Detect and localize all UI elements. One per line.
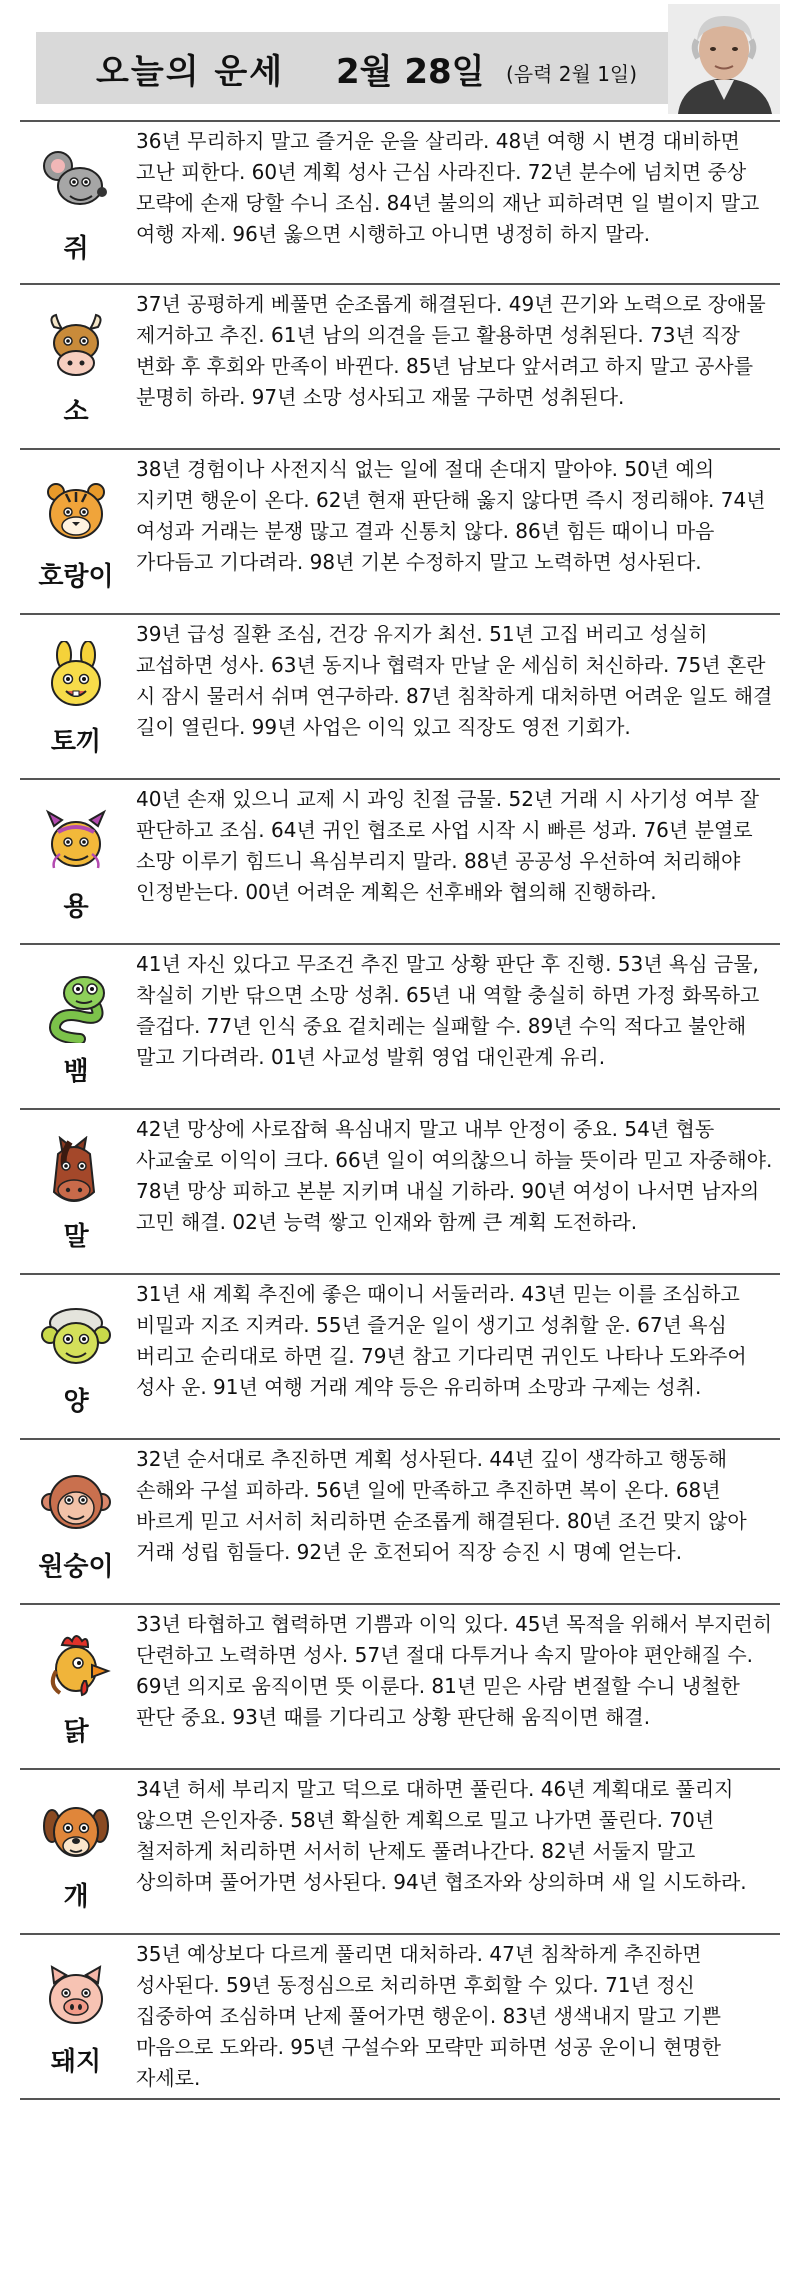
lunar-date: (음력 2월 1일) bbox=[506, 62, 638, 86]
animal-name: 원숭이 bbox=[38, 1552, 114, 1582]
snake-icon bbox=[40, 971, 112, 1043]
rooster-icon bbox=[40, 1631, 112, 1703]
animal-name: 토끼 bbox=[50, 727, 102, 757]
animal-cell bbox=[20, 450, 132, 613]
fortune-text: 39년 급성 질환 조심, 건강 유지가 최선. 51년 고집 버리고 성실히 교섭하면 성사. 63년 동지나 협력자 만날 운 세심히 처신하라. 75년 혼란 시 잠시 물러서 쉬며 연구하라. 87년 침착하게 대처하면 어려운 일도 해결 길이 열린다. 99년 사업은 이익 있고 직장도 영전 기회가. bbox=[136, 622, 773, 739]
animal-cell bbox=[20, 1605, 132, 1768]
dragon-icon bbox=[40, 806, 112, 878]
animal-name: 호랑이 bbox=[38, 562, 114, 592]
animal-cell bbox=[20, 1440, 132, 1603]
zodiac-row-ox bbox=[20, 285, 780, 450]
fortune-text: 40년 손재 있으니 교제 시 과잉 친절 금물. 52년 거래 시 사기성 여부 잘 판단하고 조심. 64년 귀인 협조로 사업 시작 시 빠른 성과. 76년 분열로 소망 이루기 힘드니 욕심부리지 말라. 88년 공공성 우선하여 처리해야 인정받는다. 00년 어려운 계획은 선후배와 협의해 진행하라. bbox=[136, 787, 759, 904]
pig-icon bbox=[40, 1961, 112, 2033]
animal-cell bbox=[20, 615, 132, 778]
monkey-icon bbox=[40, 1466, 112, 1538]
animal-cell bbox=[20, 1770, 132, 1933]
animal-cell bbox=[20, 1110, 132, 1273]
animal-cell bbox=[20, 945, 132, 1108]
animal-cell bbox=[20, 122, 132, 283]
fortune-text: 33년 타협하고 협력하면 기쁨과 이익 있다. 45년 목적을 위해서 부지런히 단련하고 노력하면 성사. 57년 절대 다투거나 속지 말아야 편안해질 수. 69년 의지로 움직이면 뜻 이룬다. 81년 믿은 사람 변절할 수니 냉철한 판단 중요. 93년 때를 기다리고 상황 판단해 움직이면 해결. bbox=[136, 1612, 773, 1729]
dog-icon bbox=[40, 1796, 112, 1868]
animal-name: 양 bbox=[63, 1387, 89, 1417]
animal-name: 소 bbox=[63, 397, 89, 427]
fortune-text: 34년 허세 부리지 말고 덕으로 대하면 풀린다. 46년 계획대로 풀리지 않으면 은인자중. 58년 확실한 계획으로 밀고 나가면 풀린다. 70년 철저하게 처리하면 서서히 난제도 풀려나간다. 82년 서둘지 말고 상의하며 풀어가면 성사된다. 94년 협조자와 상의하며 새 일 시도하라. bbox=[136, 1777, 747, 1894]
tiger-icon bbox=[40, 476, 112, 548]
animal-name: 말 bbox=[63, 1222, 89, 1252]
fortune-text: 37년 공평하게 베풀면 순조롭게 해결된다. 49년 끈기와 노력으로 장애물 제거하고 추진. 61년 남의 의견을 듣고 활용하면 성취된다. 73년 직장 변화 후 후회와 만족이 바뀐다. 85년 남보다 앞서려고 하지 말고 공사를 분명히 하라. 97년 소망 성사되고 재물 구하면 성취된다. bbox=[136, 292, 766, 409]
animal-name: 용 bbox=[63, 892, 89, 922]
ox-icon bbox=[40, 311, 112, 383]
fortune-text: 38년 경험이나 사전지식 없는 일에 절대 손대지 말아야. 50년 예의 지키면 행운이 온다. 62년 현재 판단해 옳지 않다면 즉시 정리해야. 74년 여성과 거래는 분쟁 많고 결과 신통치 않다. 86년 힘든 때이니 마음 가다듬고 기다려라. 98년 기본 수정하지 말고 노력하면 성사된다. bbox=[136, 457, 766, 574]
sheep-icon bbox=[40, 1301, 112, 1373]
zodiac-row-horse bbox=[20, 1110, 780, 1275]
zodiac-row-snake bbox=[20, 945, 780, 1110]
animal-name: 뱀 bbox=[63, 1057, 89, 1087]
animal-cell bbox=[20, 780, 132, 943]
fortune-text: 36년 무리하지 말고 즐거운 운을 살리라. 48년 여행 시 변경 대비하면 고난 피한다. 60년 계획 성사 근심 사라진다. 72년 분수에 넘치면 중상 모략에 손재 당할 수니 조심. 84년 불의의 재난 피하려면 일 벌이지 말고 여행 자제. 96년 옳으면 시행하고 아니면 냉정히 하지 말라. bbox=[136, 129, 760, 246]
fortune-text: 31년 새 계획 추진에 좋은 때이니 서둘러라. 43년 믿는 이를 조심하고 비밀과 지조 지켜라. 55년 즐거운 일이 생기고 성취할 운. 67년 욕심 버리고 순리대로 하면 길. 79년 참고 기다리면 귀인도 나타나 도와주어 성사 운. 91년 여행 거래 계약 등은 유리하며 소망과 구제는 성취. bbox=[136, 1282, 747, 1399]
animal-name: 닭 bbox=[63, 1717, 89, 1747]
solar-date: 2월 28일 bbox=[336, 52, 485, 92]
animal-cell bbox=[20, 285, 132, 448]
zodiac-row-pig bbox=[20, 1935, 780, 2100]
zodiac-row-rabbit bbox=[20, 615, 780, 780]
rat-icon bbox=[40, 148, 112, 220]
author-portrait-icon bbox=[668, 4, 780, 114]
fortune-text: 32년 순서대로 추진하면 계획 성사된다. 44년 깊이 생각하고 행동해 손해와 구설 피하라. 56년 일에 만족하고 추진하면 복이 온다. 68년 바르게 믿고 서서히 처리하면 순조롭게 해결된다. 80년 조건 맞지 않아 거래 성립 힘들다. 92년 운 호전되어 직장 승진 시 명예 얻는다. bbox=[136, 1447, 747, 1564]
header-banner bbox=[36, 32, 686, 104]
animal-cell bbox=[20, 1275, 132, 1438]
fortune-text: 41년 자신 있다고 무조건 추진 말고 상황 판단 후 진행. 53년 욕심 금물, 착실히 기반 닦으면 소망 성취. 65년 내 역할 충실히 하면 가정 화목하고 즐겁다. 77년 인식 중요 겉치레는 실패할 수. 89년 수익 적다고 불안해 말고 기다려라. 01년 사교성 발휘 영업 대인관계 유리. bbox=[136, 952, 760, 1069]
zodiac-row-tiger bbox=[20, 450, 780, 615]
fortune-text: 42년 망상에 사로잡혀 욕심내지 말고 내부 안정이 중요. 54년 협동 사교술로 이익이 크다. 66년 일이 여의찮으니 하늘 뜻이라 믿고 자중해야. 78년 망상 피하고 본분 지키며 내실 기하라. 90년 여성이 나서면 남자의 고민 해결. 02년 능력 쌓고 인재와 함께 큰 계획 도전하라. bbox=[136, 1117, 773, 1234]
page-title: 오늘의 운세 bbox=[96, 52, 285, 92]
animal-name: 쥐 bbox=[63, 234, 89, 264]
animal-name: 돼지 bbox=[50, 2047, 102, 2077]
fortune-text: 35년 예상보다 다르게 풀리면 대처하라. 47년 침착하게 추진하면 성사된다. 59년 동정심으로 처리하면 후회할 수 있다. 71년 정신 집중하여 조심하며 난제 풀어가면 행운이. 83년 생색내지 말고 기쁜 마음으로 도와라. 95년 구설수와 모략만 피하면 성공 운이니 현명한 자세로. bbox=[136, 1942, 721, 2090]
zodiac-row-dog bbox=[20, 1770, 780, 1935]
animal-cell bbox=[20, 1935, 132, 2098]
animal-name: 개 bbox=[63, 1882, 89, 1912]
horse-icon bbox=[40, 1136, 112, 1208]
zodiac-row-rat bbox=[20, 120, 780, 285]
rabbit-icon bbox=[40, 641, 112, 713]
zodiac-row-rooster bbox=[20, 1605, 780, 1770]
zodiac-row-dragon bbox=[20, 780, 780, 945]
zodiac-row-monkey bbox=[20, 1440, 780, 1605]
zodiac-fortune-list bbox=[20, 120, 780, 2100]
zodiac-row-sheep bbox=[20, 1275, 780, 1440]
